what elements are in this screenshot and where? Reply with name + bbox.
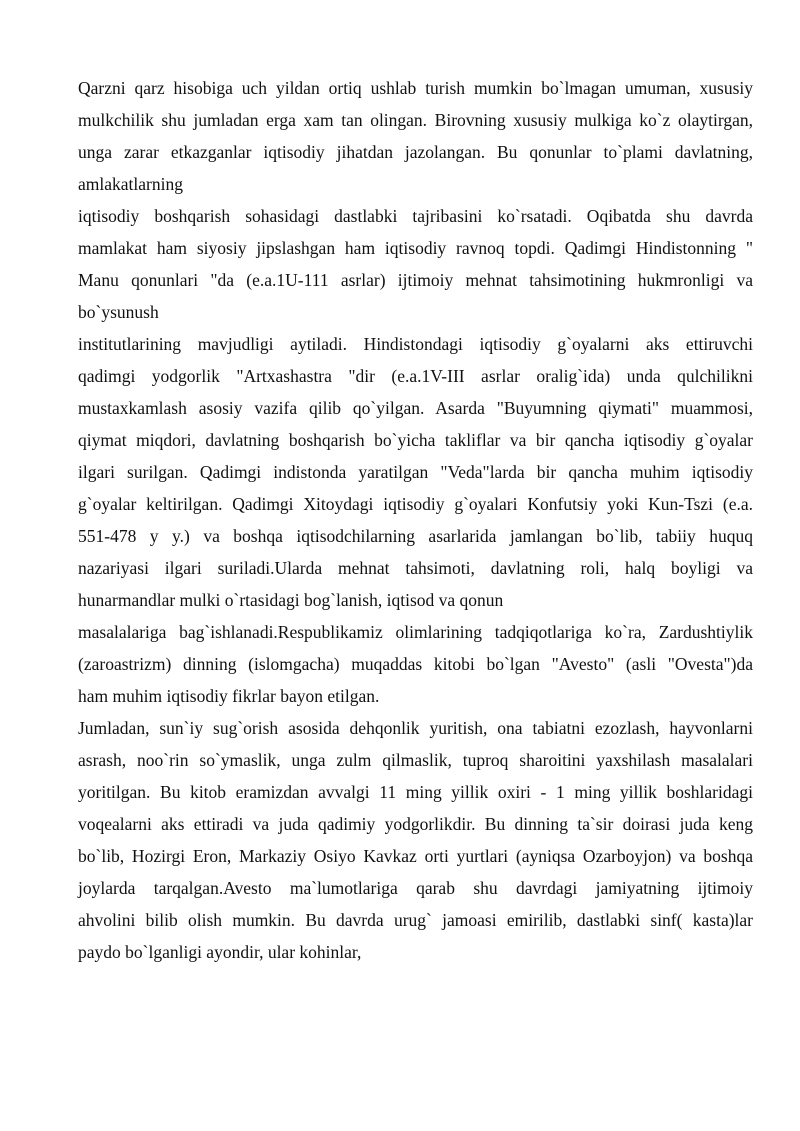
document-body: [78, 72, 753, 968]
text-line: (zaroastrizm) dinning (islomgacha) muqaddas kitobi bo`lgan "Avesto" (asli "Ovesta")da: [78, 654, 753, 674]
text-line: amlakatlarning: [78, 174, 183, 194]
text-line: mamlakat ham siyosiy jipslashgan ham iqtisodiy ravnoq topdi. Qadimgi Hindistonning ": [78, 238, 753, 258]
text-line: ham muhim iqtisodiy fikrlar bayon etilgan.: [78, 686, 380, 706]
text-line: mustaxkamlash asosiy vazifa qilib qo`yilgan. Asarda "Buyumning qiymati" muammosi,: [78, 398, 753, 418]
text-line: ilgari surilgan. Qadimgi indistonda yaratilgan "Veda"larda bir qancha muhim iqtisodiy: [78, 462, 753, 482]
text-line: paydo bo`lganligi ayondir, ular kohinlar,: [78, 942, 362, 962]
text-line: joylarda tarqalgan.Avesto ma`lumotlariga qarab shu davrdagi jamiyatning ijtimoiy: [78, 878, 753, 898]
text-line: qiymat miqdori, davlatning boshqarish bo`yicha takliflar va bir qancha iqtisodiy g`oyalar: [78, 430, 753, 450]
text-line: bo`ysunush: [78, 302, 159, 322]
text-line: ahvolini bilib olish mumkin. Bu davrda urug` jamoasi emirilib, dastlabki sinf( kasta)lar: [78, 910, 753, 930]
text-line: yoritilgan. Bu kitob eramizdan avvalgi 11 ming yillik oxiri - 1 ming yillik boshlaridagi: [78, 782, 753, 802]
text-line: masalalariga bag`ishlanadi.Respublikamiz olimlarining tadqiqotlariga ko`ra, Zardushtiylik: [78, 622, 753, 642]
text-line: voqealarni aks ettiradi va juda qadimiy yodgorlikdir. Bu dinning ta`sir doirasi juda keng: [78, 814, 753, 834]
text-line: nazariyasi ilgari suriladi.Ularda mehnat tahsimoti, davlatning roli, halq boyligi va: [78, 558, 753, 578]
text-line: Qarzni qarz hisobiga uch yildan ortiq ushlab turish mumkin bo`lmagan umuman, xususiy: [78, 78, 753, 98]
text-line: asrash, noo`rin so`ymaslik, unga zulm qilmaslik, tuproq sharoitini yaxshilash masalalari: [78, 750, 753, 770]
text-line: Jumladan, sun`iy sug`orish asosida dehqonlik yuritish, ona tabiatni ezozlash, hayvonlarni: [78, 718, 753, 738]
text-line: g`oyalar keltirilgan. Qadimgi Xitoydagi iqtisodiy g`oyalari Konfutsiy yoki Kun-Tszi (e.a.: [78, 494, 753, 514]
text-line: institutlarining mavjudligi aytiladi. Hindistondagi iqtisodiy g`oyalarni aks ettiruvchi: [78, 334, 753, 354]
text-line: 551-478 y y.) va boshqa iqtisodchilarning asarlarida jamlangan bo`lib, tabiiy huquq: [78, 526, 753, 546]
text-line: Manu qonunlari "da (e.a.1U-111 asrlar) ijtimoiy mehnat tahsimotining hukmronligi va: [78, 270, 753, 290]
text-line: unga zarar etkazganlar iqtisodiy jihatdan jazolangan. Bu qonunlar to`plami davlatning,: [78, 142, 753, 162]
text-line: iqtisodiy boshqarish sohasidagi dastlabki tajribasini ko`rsatadi. Oqibatda shu davrda: [78, 206, 753, 226]
text-line: bo`lib, Hozirgi Eron, Markaziy Osiyo Kavkaz orti yurtlari (ayniqsa Ozarboyjon) va boshqa: [78, 846, 753, 866]
text-line: hunarmandlar mulki o`rtasidagi bog`lanish, iqtisod va qonun: [78, 590, 504, 610]
text-line: mulkchilik shu jumladan erga xam tan olingan. Birovning xususiy mulkiga ko`z olaytirgan,: [78, 110, 753, 130]
text-line: qadimgi yodgorlik "Artxashastra "dir (e.a.1V-III asrlar oralig`ida) unda qulchilikni: [78, 366, 753, 386]
